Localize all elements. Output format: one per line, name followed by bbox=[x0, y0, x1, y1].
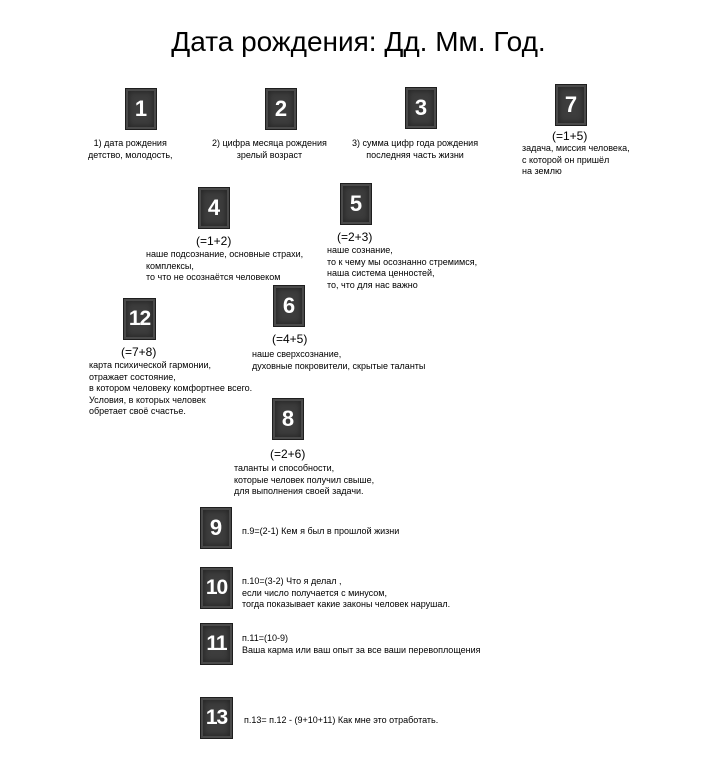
number-box-12: 12 bbox=[123, 298, 156, 340]
number-box-10: 10 bbox=[200, 567, 233, 609]
number-box-1: 1 bbox=[125, 88, 157, 130]
formula-5: (=2+3) bbox=[337, 230, 373, 244]
number-box-4: 4 bbox=[198, 187, 230, 229]
description-10: п.10=(3-2) Что я делал , если число получается с минусом, тогда показывает какие законы человек нарушал. bbox=[242, 576, 451, 609]
description-9: п.9=(2-1) Кем я был в прошлой жизни bbox=[242, 526, 400, 536]
description-7: задача, миссия человека, с которой он пришёл на землю bbox=[522, 143, 630, 176]
formula-4: (=1+2) bbox=[196, 234, 232, 248]
description-13: п.13= п.12 - (9+10+11) Как мне это отработать. bbox=[244, 715, 439, 725]
description-2: 2) цифра месяца рождения зрелый возраст bbox=[212, 138, 327, 160]
number-box-6: 6 bbox=[273, 285, 305, 327]
number-box-11: 11 bbox=[200, 623, 233, 665]
formula-7: (=1+5) bbox=[552, 129, 588, 143]
description-6: наше сверхсознание, духовные покровители, скрытые таланты bbox=[252, 349, 426, 371]
description-12: карта психической гармонии, отражает состояние, в котором человеку комфортнее всего. Условия, в которых человек обретает своё счастье. bbox=[89, 360, 253, 416]
number-box-13: 13 bbox=[200, 697, 233, 739]
number-box-8: 8 bbox=[272, 398, 304, 440]
number-box-3: 3 bbox=[405, 87, 437, 129]
formula-12: (=7+8) bbox=[121, 345, 157, 359]
description-4: наше подсознание, основные страхи, комплексы, то что не осознаётся человеком bbox=[146, 249, 304, 282]
page-title: Дата рождения: Дд. Мм. Год. bbox=[171, 26, 546, 57]
number-box-5: 5 bbox=[340, 183, 372, 225]
description-8: таланты и способности, которые человек получил свыше, для выполнения своей задачи. bbox=[234, 463, 375, 496]
number-box-2: 2 bbox=[265, 88, 297, 130]
description-1: 1) дата рождения детство, молодость, bbox=[88, 138, 173, 160]
description-11: п.11=(10-9) Ваша карма или ваш опыт за все ваши перевоплощения bbox=[242, 633, 481, 655]
formula-8: (=2+6) bbox=[270, 447, 306, 461]
formula-6: (=4+5) bbox=[272, 332, 308, 346]
description-3: 3) сумма цифр года рождения последняя часть жизни bbox=[352, 138, 479, 160]
number-box-9: 9 bbox=[200, 507, 232, 549]
description-5: наше сознание, то к чему мы осознанно стремимся, наша система ценностей, то, что для нас важно bbox=[327, 245, 478, 290]
number-box-7: 7 bbox=[555, 84, 587, 126]
